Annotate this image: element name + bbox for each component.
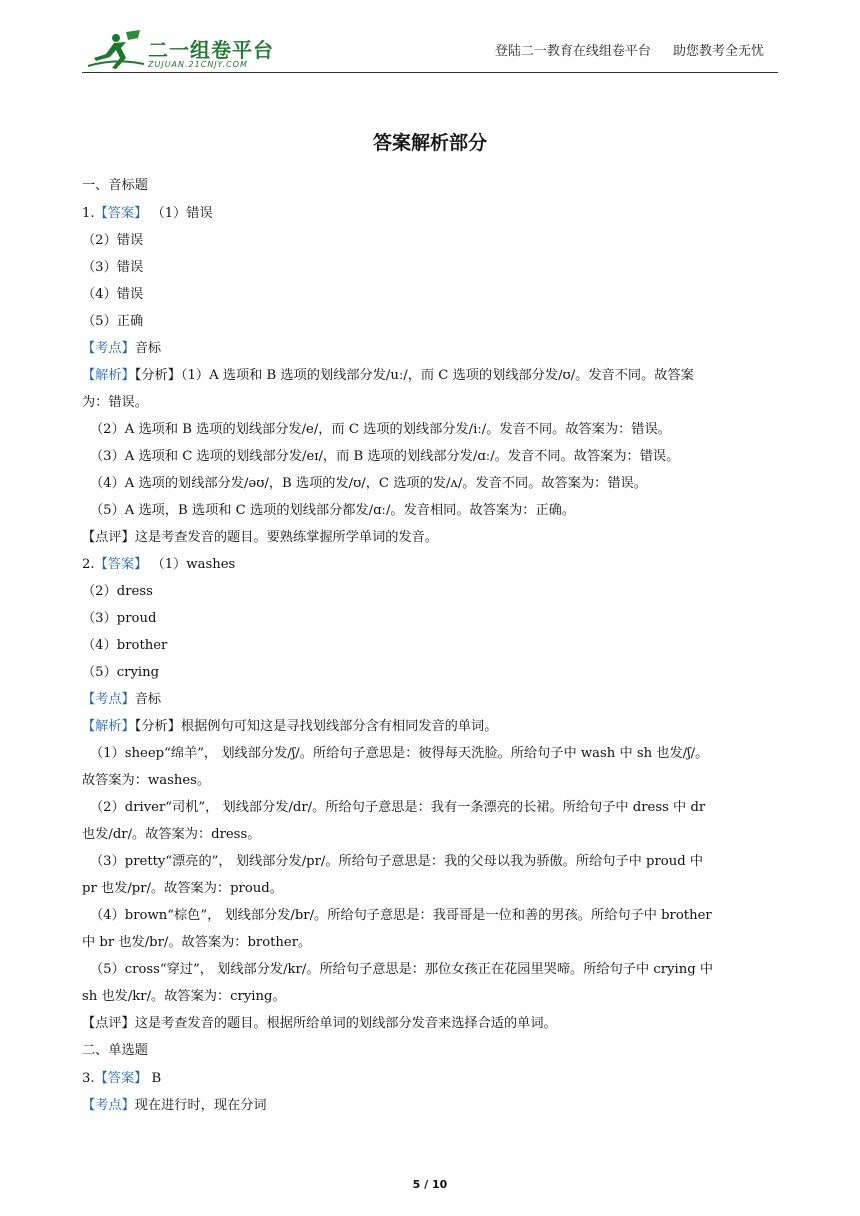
text-line: [82, 1010, 778, 1037]
text-line: [82, 551, 778, 578]
label-tag: 【考点】: [82, 341, 135, 356]
text-line: [82, 389, 778, 416]
line-text: （1）错误: [147, 206, 213, 221]
text-line: [82, 254, 778, 281]
text-line: [82, 335, 778, 362]
text-line: [82, 362, 778, 389]
header-link-platform[interactable]: 登陆二一教育在线组卷平台: [494, 44, 651, 59]
label-tag: 【考点】: [82, 1098, 135, 1113]
line-text: pr 也发/pr/。故答案为：proud。: [82, 881, 283, 896]
text-line: [82, 740, 778, 767]
logo: [86, 28, 276, 70]
line-text: （5）crying: [82, 665, 160, 680]
text-line: [82, 983, 778, 1010]
text-line: [82, 227, 778, 254]
text-line: [82, 713, 778, 740]
text-line: [82, 524, 778, 551]
label-tag: 【答案】: [94, 557, 148, 572]
line-text: 二、单选题: [82, 1043, 148, 1058]
line-text: （4）错误: [82, 287, 144, 302]
line-text: 为：错误。: [82, 395, 148, 410]
text-line: [82, 767, 778, 794]
line-text: 【点评】这是考查发音的题目。根据所给单词的划线部分发音来选择合适的单词。: [82, 1016, 557, 1031]
line-text: 音标: [134, 692, 162, 707]
line-text: 中 br 也发/br/。故答案为：brother。: [82, 935, 312, 950]
text-line: [82, 875, 778, 902]
text-line: [82, 443, 778, 470]
text-line: [82, 686, 778, 713]
page-number: 5 / 10: [412, 1178, 448, 1191]
text-line: [82, 281, 778, 308]
text-line: [82, 848, 778, 875]
line-text: （2）dress: [82, 584, 153, 599]
text-line: [82, 659, 778, 686]
header-slogan: 助您教考全无忧: [672, 44, 764, 59]
line-text: 现在进行时，现在分词: [134, 1098, 267, 1113]
text-line: [82, 1092, 778, 1119]
text-line: [82, 605, 778, 632]
question-number: 3.: [82, 1071, 95, 1086]
line-text: （3）错误: [82, 260, 144, 275]
question-number: 1.: [82, 206, 95, 221]
logo-subtext: ZUJUAN.21CNJY.COM: [148, 60, 248, 69]
text-line: [82, 578, 778, 605]
text-line: [82, 1065, 778, 1092]
text-line: [82, 821, 778, 848]
line-text: （3）pretty“漂亮的”， 划线部分发/pr/。所给句子意思是：我的父母以我为骄傲。所给句子中 proud 中: [90, 854, 704, 869]
line-text: （5）cross“穿过”， 划线部分发/kr/。所给句子意思是：那位女孩正在花园里哭啼。所给句子中 crying 中: [90, 962, 714, 977]
text-line: [82, 416, 778, 443]
text-line: [82, 308, 778, 335]
line-text: （2）错误: [82, 233, 144, 248]
label-tag: 【考点】: [82, 692, 135, 707]
text-line: [82, 497, 778, 524]
line-text: （4）brother: [82, 638, 168, 653]
line-text: （5）A 选项，B 选项和 C 选项的划线部分都发/ɑː/。发音相同。故答案为：正确。: [90, 503, 576, 518]
line-text: 【分析】（1）A 选项和 B 选项的划线部分发/uː/，而 C 选项的划线部分发/ʊ/。发音不同。故答案: [134, 368, 694, 383]
line-text: （5）正确: [82, 314, 144, 329]
line-text: 故答案为：washes。: [82, 773, 211, 788]
line-text: （1）sheep“绵羊”， 划线部分发/ʃ/。所给句子意思是：彼得每天洗脸。所给句子中 wash 中 sh 也发/ʃ/。: [90, 746, 709, 761]
line-text: （2）A 选项和 B 选项的划线部分发/e/，而 C 选项的划线部分发/iː/。发音不同。故答案为：错误。: [90, 422, 671, 437]
page-header: [82, 26, 778, 73]
label-tag: 【解析】: [82, 368, 135, 383]
page-title: 答案解析部分: [372, 132, 487, 154]
line-text: （4）brown“棕色”， 划线部分发/br/。所给句子意思是：我哥哥是一位和善的男孩。所给句子中 brother: [90, 908, 712, 923]
line-text: sh 也发/kr/。故答案为：crying。: [82, 989, 286, 1004]
label-tag: 【解析】: [82, 719, 135, 734]
section-heading: [82, 172, 778, 200]
label-tag: 【答案】: [94, 206, 148, 221]
label-tag: 【答案】: [94, 1071, 148, 1086]
text-line: [82, 794, 778, 821]
text-line: [82, 929, 778, 956]
line-text: 音标: [134, 341, 162, 356]
text-line: [82, 632, 778, 659]
line-text: B: [147, 1071, 162, 1086]
line-text: （1）washes: [147, 557, 236, 572]
logo-text: 二一组卷平台: [148, 38, 274, 62]
line-text: 【分析】根据例句可知这是寻找划线部分含有相同发音的单词。: [134, 719, 498, 734]
line-text: 【点评】这是考查发音的题目。要熟练掌握所学单词的发音。: [82, 530, 439, 545]
line-text: （4）A 选项的划线部分发/əʊ/，B 选项的发/ʊ/，C 选项的发/ʌ/。发音不同。故答案为：错误。: [90, 476, 647, 491]
answer-content: [82, 172, 778, 1119]
text-line: [82, 902, 778, 929]
line-text: 也发/dr/。故答案为：dress。: [82, 827, 261, 842]
text-line: [82, 200, 778, 227]
line-text: 一、音标题: [82, 178, 148, 193]
line-text: （3）proud: [82, 611, 157, 626]
header-links: [477, 40, 764, 59]
line-text: （2）driver“司机”， 划线部分发/dr/。所给句子意思是：我有一条漂亮的长裙。所给句子中 dress 中 dr: [90, 800, 706, 815]
text-line: [82, 470, 778, 497]
runner-logo-icon: [86, 28, 146, 70]
section-heading: [82, 1037, 778, 1065]
question-number: 2.: [82, 557, 95, 572]
text-line: [82, 956, 778, 983]
line-text: （3）A 选项和 C 选项的划线部分发/eɪ/，而 B 选项的划线部分发/ɑː/。发音不同。故答案为：错误。: [90, 449, 680, 464]
